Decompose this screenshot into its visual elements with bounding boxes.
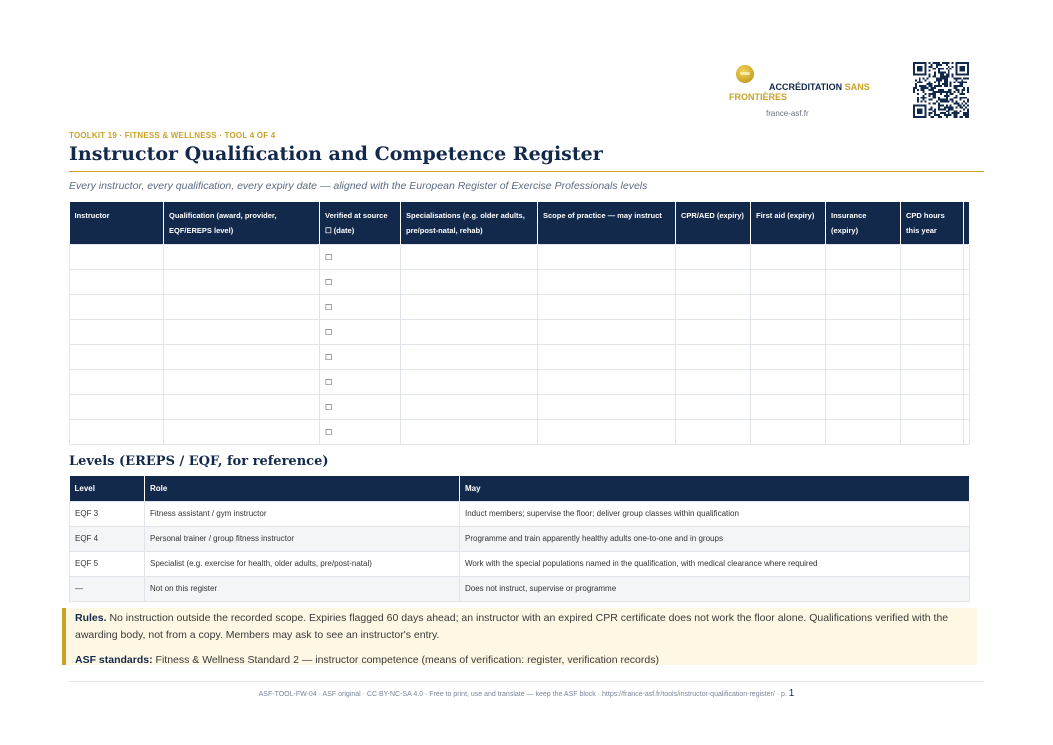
register-row: [70, 320, 970, 345]
register-cell[interactable]: [401, 420, 538, 445]
register-cell[interactable]: [164, 345, 320, 370]
register-cell[interactable]: [70, 345, 164, 370]
register-cell[interactable]: [401, 345, 538, 370]
col-verified: Verified at source ☐ (date): [320, 202, 401, 245]
register-cell[interactable]: [538, 320, 676, 345]
register-row: [70, 370, 970, 395]
register-cell[interactable]: [901, 395, 964, 420]
register-cell[interactable]: [676, 420, 751, 445]
register-cell[interactable]: [676, 345, 751, 370]
register-cell[interactable]: [751, 395, 826, 420]
verified-checkbox-cell[interactable]: ☐: [320, 295, 401, 320]
register-cell[interactable]: [70, 395, 164, 420]
register-cell[interactable]: [164, 320, 320, 345]
register-cell[interactable]: [401, 245, 538, 270]
register-cell[interactable]: [964, 295, 970, 320]
register-cell[interactable]: [676, 370, 751, 395]
register-cell[interactable]: [826, 320, 901, 345]
register-cell[interactable]: [751, 345, 826, 370]
levels-cell: Work with the special populations named in the qualification, with medical clearance where required: [460, 551, 970, 576]
register-cell[interactable]: [70, 270, 164, 295]
col-cpr-aed: CPR/AED (expiry): [676, 202, 751, 245]
register-cell[interactable]: [70, 295, 164, 320]
qr-code-icon: [913, 62, 969, 118]
col-cpd-hours: CPD hours this year: [901, 202, 964, 245]
register-cell[interactable]: [401, 395, 538, 420]
register-cell[interactable]: [826, 345, 901, 370]
register-cell[interactable]: [538, 270, 676, 295]
register-cell[interactable]: [901, 270, 964, 295]
title-divider: [69, 171, 984, 172]
levels-table: [69, 476, 970, 602]
levels-cell: EQF 4: [70, 526, 145, 551]
register-cell[interactable]: [826, 370, 901, 395]
rules-paragraph: [75, 610, 969, 644]
levels-heading: Levels (EREPS / EQF, for reference): [69, 454, 329, 469]
register-cell[interactable]: [964, 320, 970, 345]
register-table: [69, 202, 970, 445]
col-extra: [964, 202, 970, 245]
page-number: 1: [788, 688, 795, 699]
register-cell[interactable]: [901, 345, 964, 370]
levels-cell: Programme and train apparently healthy adults one-to-one and in groups: [460, 526, 970, 551]
brand-name-part1: ACCRÉDITATION: [769, 82, 843, 92]
verified-checkbox-cell[interactable]: ☐: [320, 420, 401, 445]
register-cell[interactable]: [964, 270, 970, 295]
register-cell[interactable]: [164, 370, 320, 395]
register-row: [70, 245, 970, 270]
levels-cell: EQF 5: [70, 551, 145, 576]
toolkit-kicker: TOOLKIT 19 · FITNESS & WELLNESS · TOOL 4 OF 4: [69, 131, 276, 140]
register-cell[interactable]: [538, 245, 676, 270]
register-cell[interactable]: [964, 395, 970, 420]
register-row: [70, 295, 970, 320]
register-cell[interactable]: [401, 295, 538, 320]
levels-col-level: Level: [70, 476, 145, 501]
register-cell[interactable]: [70, 320, 164, 345]
levels-row: [70, 526, 970, 551]
col-scope: Scope of practice — may instruct: [538, 202, 676, 245]
register-cell[interactable]: [901, 245, 964, 270]
footer-divider: [69, 681, 984, 682]
levels-cell: EQF 3: [70, 501, 145, 526]
register-cell[interactable]: [826, 395, 901, 420]
brand-name: [729, 82, 889, 102]
register-cell[interactable]: [676, 320, 751, 345]
verified-checkbox-cell[interactable]: ☐: [320, 320, 401, 345]
register-cell[interactable]: [401, 320, 538, 345]
register-cell[interactable]: [70, 370, 164, 395]
register-cell[interactable]: [901, 420, 964, 445]
register-cell[interactable]: [751, 245, 826, 270]
levels-cell: —: [70, 576, 145, 601]
col-specialisations: Specialisations (e.g. older adults, pre/post-natal, rehab): [401, 202, 538, 245]
col-insurance: Insurance (expiry): [826, 202, 901, 245]
register-cell[interactable]: [401, 270, 538, 295]
register-cell[interactable]: [751, 370, 826, 395]
register-cell[interactable]: [676, 245, 751, 270]
footer: [69, 688, 984, 699]
register-cell[interactable]: [826, 295, 901, 320]
levels-cell: Not on this register: [145, 576, 460, 601]
rules-text: No instruction outside the recorded scope. Expiries flagged 60 days ahead; an instructor with an expired CPR certificate does not work the floor alone. Qualifications verified with the awarding body, not from a copy. Members may ask to see an instructor's entry.: [75, 612, 949, 641]
rules-label: Rules.: [75, 612, 107, 624]
verified-checkbox-cell[interactable]: ☐: [320, 270, 401, 295]
register-cell[interactable]: [538, 295, 676, 320]
register-row: [70, 345, 970, 370]
standards-paragraph: [75, 652, 969, 669]
register-row: [70, 270, 970, 295]
verified-checkbox-cell[interactable]: ☐: [320, 395, 401, 420]
register-cell[interactable]: [164, 270, 320, 295]
register-cell[interactable]: [164, 295, 320, 320]
register-cell[interactable]: [964, 370, 970, 395]
col-qualification: Qualification (award, provider, EQF/EREPS level): [164, 202, 320, 245]
register-cell[interactable]: [164, 395, 320, 420]
register-cell[interactable]: [538, 395, 676, 420]
register-cell[interactable]: [901, 370, 964, 395]
levels-row: [70, 576, 970, 601]
levels-cell: Personal trainer / group fitness instructor: [145, 526, 460, 551]
footer-text: ASF-TOOL-FW-04 · ASF original · CC BY-NC-SA 4.0 · Free to print, use and translate — keep the ASF block · https://france-asf.fr/tools/instructor-qualification-register/ · p.: [258, 691, 787, 698]
register-cell[interactable]: [901, 295, 964, 320]
register-cell[interactable]: [401, 370, 538, 395]
levels-row: [70, 501, 970, 526]
register-cell[interactable]: [751, 295, 826, 320]
register-cell[interactable]: [70, 245, 164, 270]
levels-cell: Fitness assistant / gym instructor: [145, 501, 460, 526]
register-cell[interactable]: [538, 345, 676, 370]
register-cell[interactable]: [751, 320, 826, 345]
register-cell[interactable]: [70, 420, 164, 445]
register-cell[interactable]: [538, 420, 676, 445]
brand-site: france-asf.fr: [766, 109, 809, 118]
levels-cell: Specialist (e.g. exercise for health, older adults, pre/post-natal): [145, 551, 460, 576]
register-cell[interactable]: [676, 270, 751, 295]
register-cell[interactable]: [676, 395, 751, 420]
register-cell[interactable]: [964, 345, 970, 370]
brand-name-part2: SANS FRONTIÈRES: [729, 82, 870, 102]
register-row: [70, 395, 970, 420]
register-cell[interactable]: [538, 370, 676, 395]
register-cell[interactable]: [826, 245, 901, 270]
register-cell[interactable]: [826, 270, 901, 295]
register-cell[interactable]: [826, 420, 901, 445]
rules-box: [62, 608, 977, 665]
verified-checkbox-cell[interactable]: ☐: [320, 345, 401, 370]
levels-col-role: Role: [145, 476, 460, 501]
register-cell[interactable]: [164, 245, 320, 270]
register-row: [70, 420, 970, 445]
page-subtitle: Every instructor, every qualification, every expiry date — aligned with the European Register of Exercise Professionals levels: [69, 180, 648, 192]
register-header-row: [70, 202, 970, 245]
register-cell[interactable]: [751, 270, 826, 295]
register-cell[interactable]: [901, 320, 964, 345]
levels-col-may: May: [460, 476, 970, 501]
register-cell[interactable]: [676, 295, 751, 320]
levels-header-row: [70, 476, 970, 501]
levels-cell: Induct members; supervise the floor; deliver group classes within qualification: [460, 501, 970, 526]
register-cell[interactable]: [964, 245, 970, 270]
register-cell[interactable]: [964, 420, 970, 445]
levels-cell: Does not instruct, supervise or programme: [460, 576, 970, 601]
col-first-aid: First aid (expiry): [751, 202, 826, 245]
page-title: Instructor Qualification and Competence Register: [69, 143, 603, 165]
register-cell[interactable]: [164, 420, 320, 445]
standards-text: Fitness & Wellness Standard 2 — instructor competence (means of verification: register, verification records): [155, 654, 659, 666]
verified-checkbox-cell[interactable]: ☐: [320, 245, 401, 270]
col-instructor: Instructor: [70, 202, 164, 245]
standards-label: ASF standards:: [75, 654, 153, 666]
register-cell[interactable]: [751, 420, 826, 445]
verified-checkbox-cell[interactable]: ☐: [320, 370, 401, 395]
levels-row: [70, 551, 970, 576]
asf-logo-icon: [736, 65, 754, 83]
